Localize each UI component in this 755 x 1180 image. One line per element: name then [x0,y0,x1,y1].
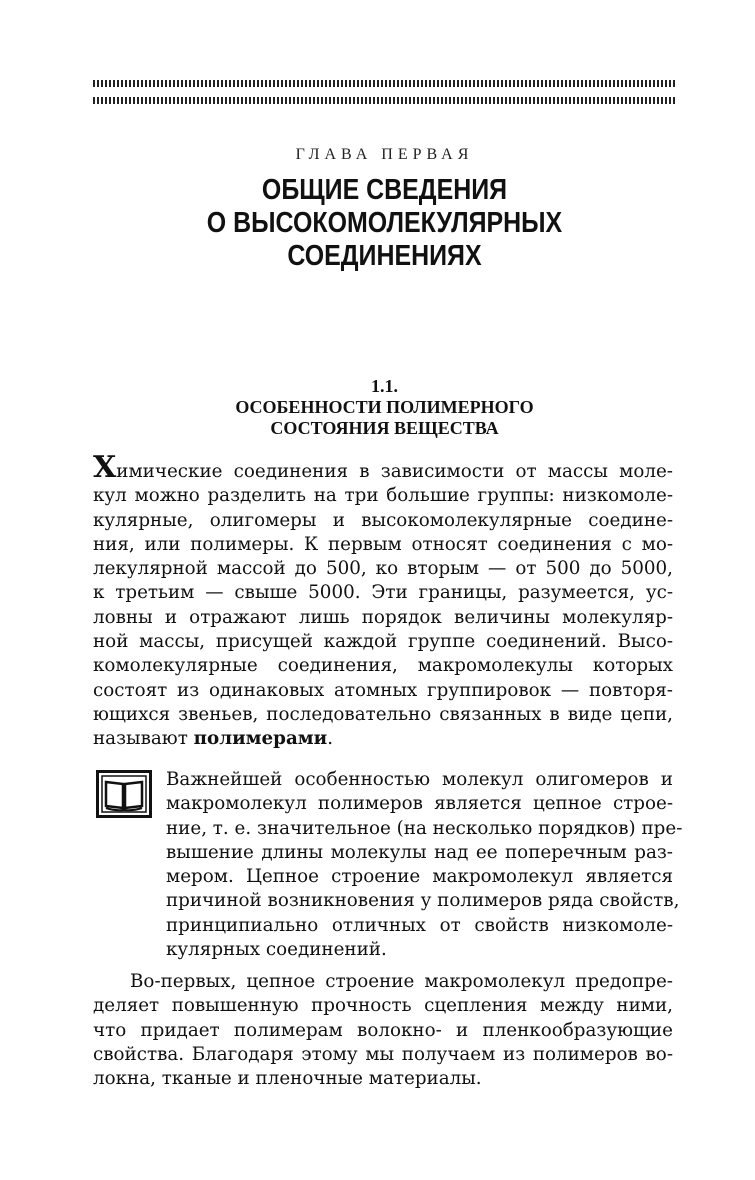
text-line: принципиально отличных от свойств низкомоле- [166,914,673,936]
paragraph-intro [93,450,673,752]
text-line: свойства. Благодаря этому мы получаем из полимеров во- [93,1043,673,1065]
text-line: ловны и отражают лишь порядок величины молекуляр- [93,606,673,628]
text-line: лекулярной массой до 500, ко вторым — от 500 до 5000, [93,558,673,580]
text-line: причиной возникновения у полимеров ряда свойств, [166,890,680,912]
text-line: состоят из одинаковых атомных группировок — повторя- [93,679,673,701]
text-line: к третьим — свыше 5000. Эти границы, разумеется, ус- [93,582,673,604]
text-line: мером. Цепное строение макромолекул является [166,866,673,888]
bottom-decorative-rule [93,97,676,104]
term-polymers: полимерами [193,728,328,750]
chapter-title-line: ОБЩИЕ СВЕДЕНИЯ [261,174,508,206]
text-line: называют полимерами. [93,728,334,750]
top-decorative-rule [93,80,676,87]
paragraph-key-note [166,768,683,962]
text-line: локна, тканые и пленочные материалы. [93,1068,482,1090]
section-title-line: ОСОБЕННОСТИ ПОЛИМЕРНОГО [235,397,534,417]
text-line: кулярные, олигомеры и высокомолекулярные соедине- [93,509,673,531]
chapter-title [134,174,635,273]
text-line: ние, т. е. значительное (на несколько порядков) пре- [166,817,683,839]
chapter-title-line: О ВЫСОКОМОЛЕКУЛЯРНЫХ [206,207,563,239]
text-line: ния, или полимеры. К первым относят соединения с мо- [93,533,673,555]
text-line: Химические соединения в зависимости от массы моле- [93,450,673,485]
text-line: Важнейшей особенностью молекул олигомеров и [166,769,673,790]
chapter-label: ГЛАВА ПЕРВАЯ [295,146,474,163]
section-number: 1.1. [371,376,398,396]
text-line: ющихся звеньев, последовательно связанных в виде цепи, [93,703,673,725]
text-line: деляет повышенную прочность сцепления между ними, [93,995,673,1017]
paragraph-first-point [93,970,673,1091]
book-icon [96,770,152,818]
text-line: Во-первых, цепное строение макромолекул предопре- [130,971,673,992]
drop-cap: Х [93,450,117,485]
text-line: вышение длины молекулы над ее поперечным раз- [166,841,673,863]
section-heading [93,376,676,439]
text-line: кулярных соединений. [166,939,387,961]
text-line: макромолекул полимеров является цепное строе- [166,793,673,815]
section-title-line: СОСТОЯНИЯ ВЕЩЕСТВА [270,418,499,438]
text-line: комолекулярные соединения, макромолекулы которых [93,655,673,677]
chapter-title-line: СОЕДИНЕНИЯХ [287,240,482,272]
text-line: что придает полимерам волокно- и пленкообразующие [93,1019,673,1041]
text-line: ной массы, присущей каждой группе соединений. Высо- [93,631,673,653]
text-line: кул можно разделить на три большие группы: низкомоле- [93,485,673,507]
